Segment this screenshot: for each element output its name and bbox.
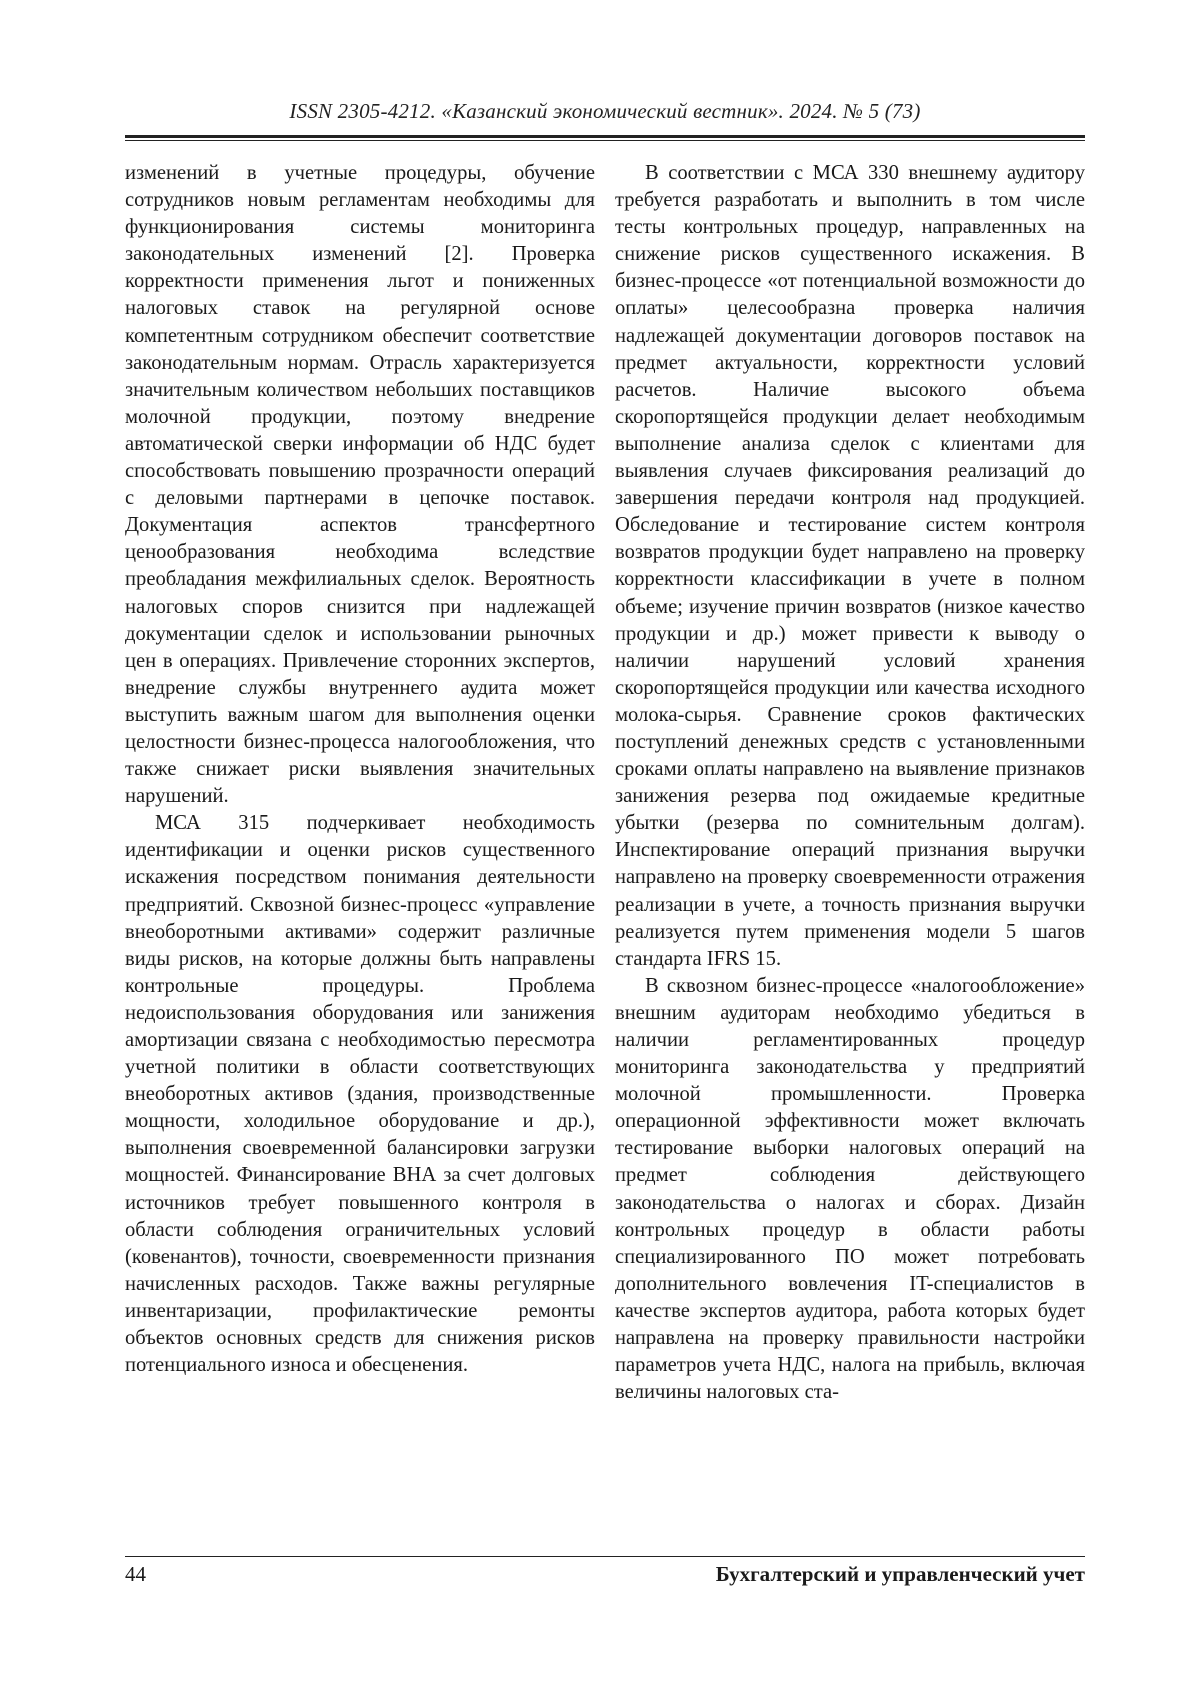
section-title: Бухгалтерский и управленческий учет <box>715 1562 1085 1586</box>
header-rule-thick <box>125 135 1085 138</box>
running-header: ISSN 2305-4212. «Казанский экономический вестник». 2024. № 5 (73) <box>289 99 921 123</box>
header-rule-thin <box>125 140 1085 141</box>
right-paragraph-1: В соответствии с МСА 330 внешнему аудитору требуется разработать и выполнить в том числе тесты контрольных процедур, направленных на снижение рисков существенного искажения. В бизнес-процессе «от потенциальной возможности до оплаты» целесообразна проверка наличия надлежащей документации договоров поставок на предмет актуальности, корректности условий расчетов. Наличие высокого объема скоропортящейся продукции делает необходимым выполнение анализа сделок с клиентами для выявления случаев фиксирования реализаций до завершения передачи контроля над продукцией. Обследование и тестирование систем контроля возвратов продукции будет направлено на проверку корректности классификации в учете в полном объеме; изучение причин возвратов (низкое качество продукции и др.) может привести к выводу о наличии нарушений условий хранения скоропортящейся продукции или качества исходного молока-сырья. Сравнение сроков фактических поступлений денежных средств с установленными сроками оплаты направлено на выявление признаков занижения резерва под ожидаемые кредитные убытки (резерва по сомнительным долгам). Инспектирование операций признания выручки направлено на проверку своевременности отражения реализации в учете, а точность признания выручки реализуется путем применения модели 5 шагов стандарта IFRS 15. <box>615 162 1085 970</box>
right-column <box>615 160 1085 1406</box>
right-paragraph-2: В сквозном бизнес-процессе «налогообложение» внешним аудиторам необходимо убедиться в наличии регламентированных процедур мониторинга законодательства у предприятий молочной промышленности. Проверка операционной эффективности может включать тестирование выборки налоговых операций на предмет соблюдения действующего законодательства о налогах и сборах. Дизайн контрольных процедур в области работы специализированного ПО может потребовать дополнительного вовлечения IT-специалистов в качестве экспертов аудитора, работа которых будет направлена на проверку правильности настройки параметров учета НДС, налога на прибыль, включая величины налоговых ста- <box>615 974 1085 1404</box>
page-number: 44 <box>125 1562 146 1586</box>
left-paragraph-1: изменений в учетные процедуры, обучение сотрудников новым регламентам необходимы для функционирования системы мониторинга законодательных изменений [2]. Проверка корректности применения льгот и пониженных налоговых ставок на регулярной основе компетентным сотрудником обеспечит соответствие законодательным нормам. Отрасль характеризуется значительным количеством небольших поставщиков молочной продукции, поэтому внедрение автоматической сверки информации об НДС будет способствовать повышению прозрачности операций с деловыми партнерами в цепочке поставок. Документация аспектов трансфертного ценообразования необходима вследствие преобладания межфилиальных сделок. Вероятность налоговых споров снизится при надлежащей документации сделок и использовании рыночных цен в операциях. Привлечение сторонних экспертов, внедрение службы внутреннего аудита может выступить важным шагом для выполнения оценки целостности бизнес-процесса налогообложения, что также снижает риски выявления значительных нарушений. <box>125 162 595 808</box>
left-paragraph-2: МСА 315 подчеркивает необходимость идентификации и оценки рисков существенного искажения посредством понимания деятельности предприятий. Сквозной бизнес-процесс «управление внеоборотными активами» содержит различные виды рисков, на которые должны быть направлены контрольные процедуры. Проблема недоиспользования оборудования или занижения амортизации связана с необходимостью пересмотра учетной политики в области соответствующих внеоборотных активов (здания, производственные мощности, холодильное оборудование и др.), выполнения своевременной балансировки загрузки мощностей. Финансирование ВНА за счет долговых источников требует повышенного контроля в области соблюдения ограничительных условий (ковенантов), точности, своевременности признания начисленных расходов. Также важны регулярные инвентаризации, профилактические ремонты объектов основных средств для снижения рисков потенциального износа и обесценения. <box>125 812 595 1377</box>
footer-rule <box>125 1556 1085 1557</box>
left-column <box>125 160 595 1379</box>
